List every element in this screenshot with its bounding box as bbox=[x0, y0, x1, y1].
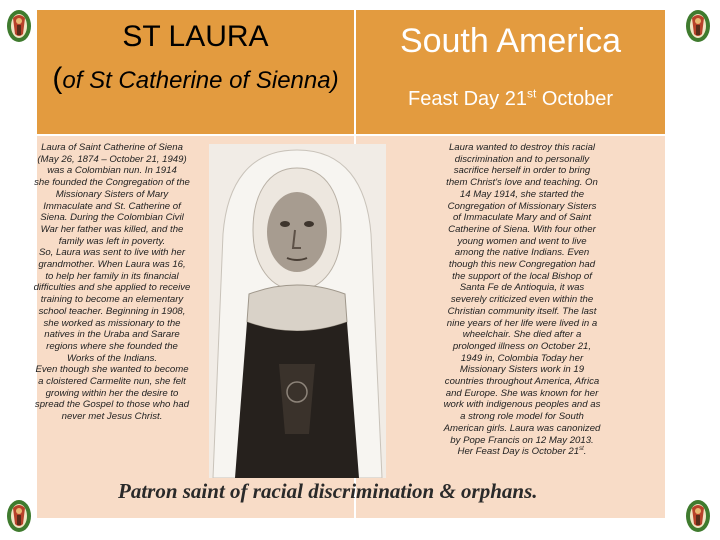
patron-caption: Patron saint of racial discrimination & orphans. bbox=[118, 479, 538, 503]
bio-line: she worked as missionary to the bbox=[43, 317, 181, 329]
feast-day-heading bbox=[356, 86, 665, 112]
bio-line: Immaculate and St. Catherine of bbox=[43, 200, 181, 212]
bio-line: discrimination and to personally bbox=[454, 153, 590, 165]
feast-day-suffix: October bbox=[536, 88, 613, 110]
bio-line: wheelchair. She died after a bbox=[462, 329, 582, 341]
bio-line: Even though she wanted to become bbox=[35, 364, 189, 376]
emblem-bottom-left-icon bbox=[5, 498, 33, 534]
bio-line: work with indigenous peoples and as bbox=[443, 399, 601, 411]
subtitle-paren: ( bbox=[52, 62, 63, 95]
bio-line: was a Colombian nun. In 1914 bbox=[47, 165, 177, 177]
last-line-prefix: Her Feast Day is October 21 bbox=[457, 446, 580, 458]
bio-line: never met Jesus Christ. bbox=[61, 411, 163, 423]
bio-line: Santa Fe de Antioquia, it was bbox=[459, 282, 585, 294]
bio-line: American girls. Laura was canonized bbox=[443, 422, 601, 434]
bio-line: though this new Congregation had bbox=[448, 259, 596, 271]
bio-line: Siena. During the Colombian Civil bbox=[40, 212, 184, 224]
saint-name-title: ST LAURA bbox=[122, 20, 269, 53]
subtitle-text: of St Catherine of Sienna) bbox=[62, 67, 339, 94]
bio-line: to help her family in its financial bbox=[45, 270, 179, 282]
bio-line: family was left in poverty. bbox=[58, 235, 166, 247]
bio-line: a cloistered Carmelite nun, she felt bbox=[38, 376, 186, 388]
saint-subtitle bbox=[37, 62, 354, 98]
bio-line: Laura wanted to destroy this racial bbox=[448, 142, 596, 153]
region-title: South America bbox=[399, 22, 622, 60]
bio-line: grandmother. When Laura was 16, bbox=[38, 259, 186, 271]
bio-line: 1949 in, Colombia Today her bbox=[460, 352, 584, 364]
bio-line: Works of the Indians. bbox=[66, 352, 158, 364]
bio-line: spread the Gospel to those who had bbox=[34, 399, 190, 411]
bio-line: regions where she founded the bbox=[46, 340, 178, 352]
saint-laura-portrait bbox=[209, 144, 386, 478]
bio-line: a strong role model for South bbox=[460, 411, 584, 423]
feast-day-sup: st bbox=[526, 86, 537, 101]
bio-line: them Christ's love and teaching. On bbox=[446, 177, 598, 189]
bio-line: So, Laura was sent to live with her bbox=[38, 247, 186, 259]
bio-line: Laura of Saint Catherine of Siena bbox=[41, 142, 183, 153]
bio-line: of Immaculate Mary and of Saint bbox=[452, 212, 592, 224]
emblem-top-right-icon bbox=[684, 8, 712, 44]
biography-right bbox=[432, 142, 612, 458]
bio-line: (May 26, 1874 – October 21, 1949) bbox=[37, 153, 187, 165]
bio-line: sacrifice herself in order to bring bbox=[453, 165, 591, 177]
biography-left bbox=[22, 142, 202, 423]
bio-line: countries throughout America, Africa bbox=[444, 376, 600, 388]
bio-line: the support of the local Bishop of bbox=[452, 270, 592, 282]
bio-line: Missionary Sisters of Mary bbox=[55, 188, 169, 200]
bio-line: 14 May 1914, she started the bbox=[459, 188, 585, 200]
emblem-top-left-icon bbox=[5, 8, 33, 44]
bio-line: growing within her the desire to bbox=[45, 387, 179, 399]
emblem-bottom-right-icon bbox=[684, 498, 712, 534]
bio-line: she founded the Congregation of the bbox=[34, 177, 190, 189]
bio-line: young women and went to live bbox=[457, 235, 587, 247]
bio-line: school teacher. Beginning in 1908, bbox=[38, 305, 186, 317]
bio-line: War her father was killed, and the bbox=[40, 223, 184, 235]
bio-line: severely criticized even within the bbox=[450, 294, 594, 306]
bio-line: among the native Indians. Even bbox=[454, 247, 590, 259]
bio-line: natives in the Uraba and Sarare bbox=[44, 329, 180, 341]
bio-line: difficulties and she applied to receive bbox=[33, 282, 191, 294]
bio-line: by Pope Francis on 12 May 2013. bbox=[450, 434, 594, 446]
bio-line: Christian community itself. The last bbox=[447, 305, 597, 317]
last-line-suffix: . bbox=[583, 446, 587, 458]
bio-line-last bbox=[432, 446, 612, 458]
bio-line: and Europe. She was known for her bbox=[445, 387, 599, 399]
bio-line: prolonged illness on October 21, bbox=[452, 340, 592, 352]
bio-line: training to become an elementary bbox=[40, 294, 184, 306]
bio-line: Missionary Sisters work in 19 bbox=[459, 364, 585, 376]
last-line-sup: st bbox=[579, 446, 584, 453]
bio-line: Catherine of Siena. With four other bbox=[448, 223, 596, 235]
feast-day-prefix: Feast Day 21 bbox=[408, 88, 527, 110]
bio-line: nine years of her life were lived in a bbox=[446, 317, 598, 329]
bio-line: Congregation of Missionary Sisters bbox=[447, 200, 597, 212]
